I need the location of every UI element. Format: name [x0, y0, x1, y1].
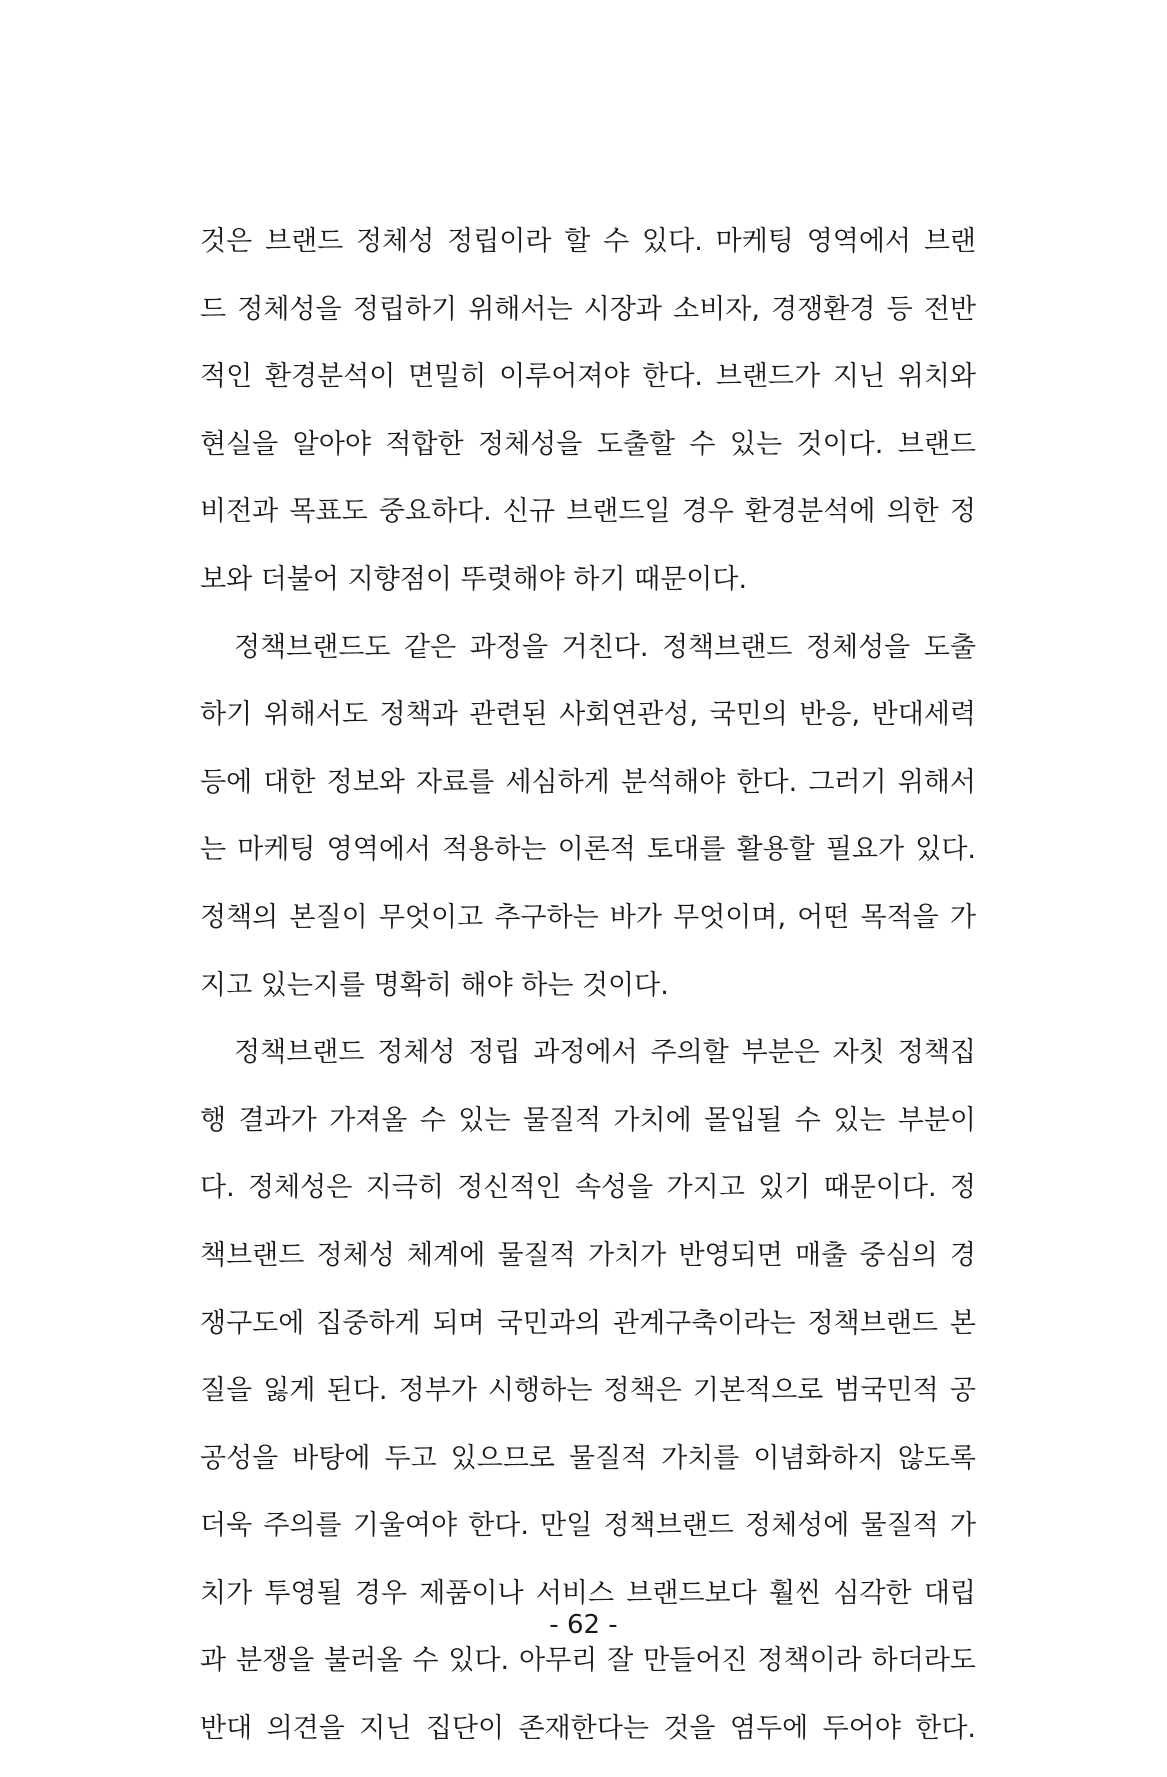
text-line: 행 결과가 가져올 수 있는 물질적 가치에 몰입될 수 있는 부분이: [200, 1104, 976, 1136]
text-line: 지고 있는지를 명확히 해야 하는 것이다.: [200, 969, 669, 1001]
text-line: 질을 잃게 된다. 정부가 시행하는 정책은 기본적으로 범국민적 공: [200, 1375, 976, 1407]
page-number: - 62 -: [549, 1610, 618, 1640]
text-line: 반대 의견을 지닌 집단이 존재한다는 것을 염두에 두어야 한다.: [200, 1713, 976, 1745]
text-line: 쟁구도에 집중하게 되며 국민과의 관계구축이라는 정책브랜드 본: [200, 1307, 976, 1339]
text-line: 치가 투영될 경우 제품이나 서비스 브랜드보다 훨씬 심각한 대립: [200, 1577, 976, 1609]
text-line: 보와 더불어 지향점이 뚜렷해야 하기 때문이다.: [200, 563, 748, 595]
text-line: 하기 위해서도 정책과 관련된 사회연관성, 국민의 반응, 반대세력: [200, 699, 976, 731]
text-line: 책브랜드 정체성 체계에 물질적 가치가 반영되면 매출 중심의 경: [200, 1239, 976, 1271]
text-line: 는 마케팅 영역에서 적용하는 이론적 토대를 활용할 필요가 있다.: [200, 834, 976, 866]
text-line: 드 정체성을 정립하기 위해서는 시장과 소비자, 경쟁환경 등 전반: [200, 293, 976, 325]
text-line: 정책브랜드도 같은 과정을 거친다. 정책브랜드 정체성을 도출: [234, 631, 976, 663]
text-line: 과 분쟁을 불러올 수 있다. 아무리 잘 만들어진 정책이라 하더라도: [200, 1645, 976, 1677]
text-line: 비전과 목표도 중요하다. 신규 브랜드일 경우 환경분석에 의한 정: [200, 496, 976, 528]
text-line: 공성을 바탕에 두고 있으므로 물질적 가치를 이념화하지 않도록: [200, 1442, 976, 1474]
text-line: 현실을 알아야 적합한 정체성을 도출할 수 있는 것이다. 브랜드: [200, 428, 976, 460]
text-line: 정책브랜드 정체성 정립 과정에서 주의할 부분은 자칫 정책집: [234, 1037, 976, 1069]
text-line: 등에 대한 정보와 자료를 세심하게 분석해야 한다. 그러기 위해서: [200, 766, 976, 798]
text-line: 다. 정체성은 지극히 정신적인 속성을 가지고 있기 때문이다. 정: [200, 1172, 976, 1204]
text-line: 것은 브랜드 정체성 정립이라 할 수 있다. 마케팅 영역에서 브랜: [200, 226, 976, 257]
text-line: 정책의 본질이 무엇이고 추구하는 바가 무엇이며, 어떤 목적을 가: [200, 901, 976, 933]
text-line: 더욱 주의를 기울여야 한다. 만일 정책브랜드 정체성에 물질적 가: [200, 1510, 976, 1542]
body-text: [200, 222, 976, 1777]
text-line: 적인 환경분석이 면밀히 이루어져야 한다. 브랜드가 지닌 위치와: [200, 361, 976, 393]
